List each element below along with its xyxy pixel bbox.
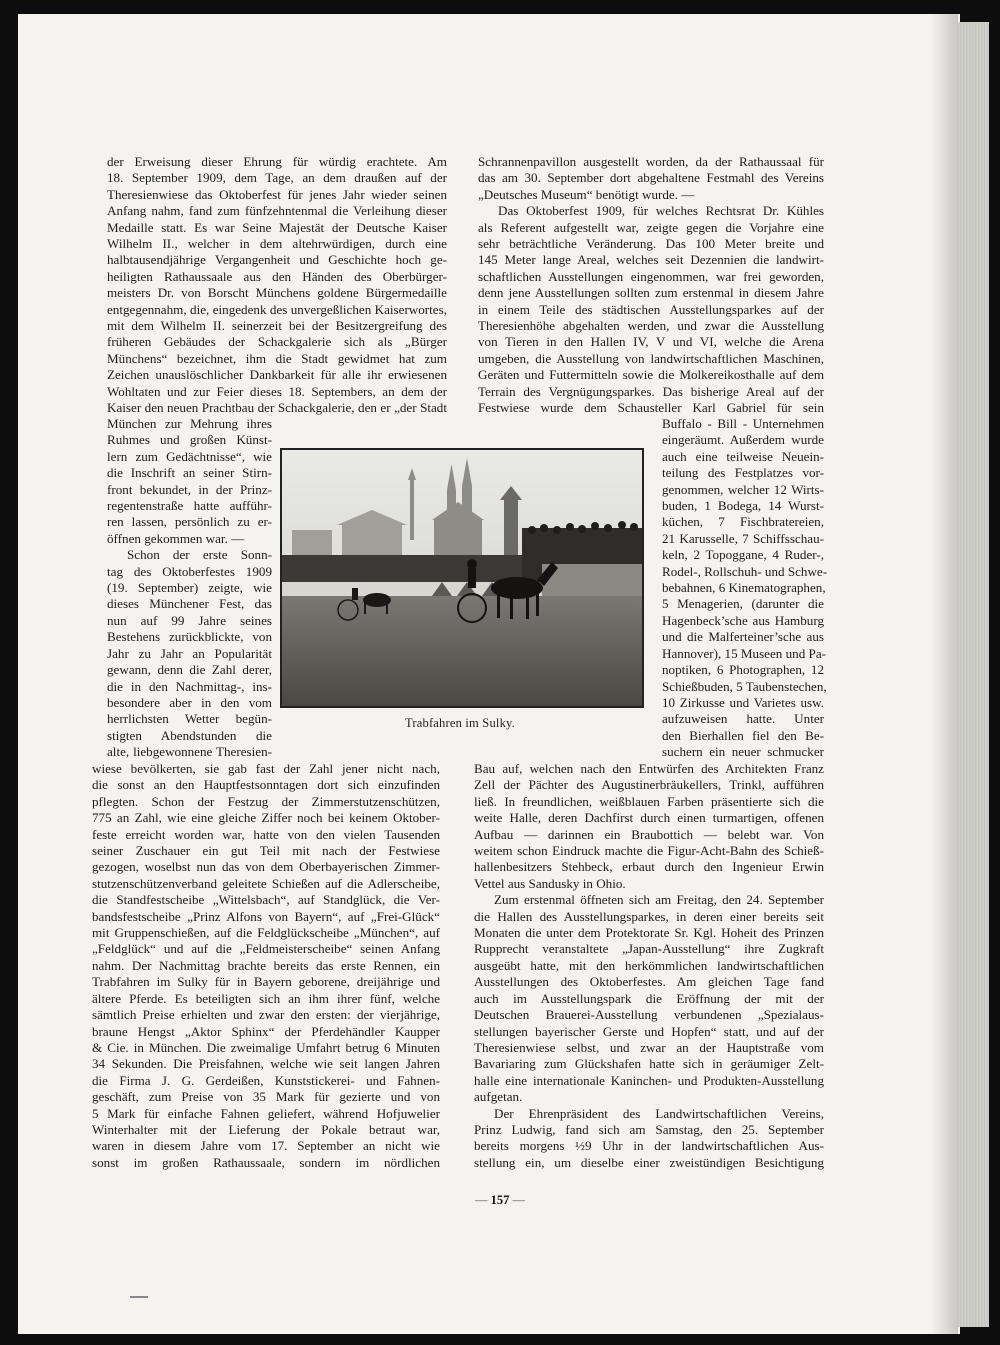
text-line: Rodel-, Rollschuh- und Schwe-	[662, 563, 828, 579]
text-line: die Inschrift an seiner Stirn-	[107, 465, 272, 481]
text-line: Hannover), 15 Museen und Pa-	[662, 645, 826, 661]
text-line: die in den Nachmittag-, ins-	[107, 678, 272, 694]
text-line: die Hallen des Ausstellungsparkes, in deren einer bereits seit	[474, 908, 824, 924]
text-line: stigten Abendstunden die	[107, 727, 272, 743]
text-line: Monaten die unter dem Protektorate Sr. Kgl. Hoheit des Prinzen	[474, 925, 824, 941]
right-column-narrow	[662, 416, 828, 761]
text-line: Zell der Pächter des Augustinerbräukellers, Trinkl, aufführen	[474, 777, 824, 793]
text-line: wiese bevölkerten, sie gab fast der Zahl jener nicht nach,	[92, 761, 440, 776]
right-column-top	[478, 154, 824, 417]
text-line: öffnen gekommen war. —	[107, 530, 245, 546]
text-line: keln, 2 Topoggane, 4 Ruder-,	[662, 547, 824, 563]
right-column-bottom	[474, 761, 824, 1171]
text-line: buden, 1 Bodega, 14 Wurst-	[662, 498, 824, 514]
text-line: das am 30. September dort abgehaltene Festmahl des Vereins	[478, 170, 824, 186]
text-line: den Bierhallen fiel den Be-	[662, 727, 824, 743]
text-line: 21 Karusselle, 7 Schiffsschau-	[662, 530, 824, 546]
text-line: braune Hengst „Aktor Sphinx“ der Pferdehändler Kaupper	[92, 1023, 440, 1039]
text-line: gewann, denn die Zahl derer,	[107, 662, 272, 678]
text-line: Prinz Ludwig, fand sich am Samstag, den 25. September	[474, 1121, 824, 1137]
text-line: Vettel aus Sandusky in Ohio.	[474, 875, 626, 891]
text-line: herrlichsten Wetter begün-	[107, 711, 272, 727]
text-line: Winterhalter mit der Lieferung der Pokale betraut war,	[92, 1121, 440, 1137]
text-line: suchern ein neuer schmucker	[662, 744, 824, 760]
text-line: 18. September 1909, dem Tage, an dem draußen auf der	[107, 170, 447, 186]
text-line: in einem Teile des städtischen Ausstellungsparkes auf der	[478, 301, 824, 317]
text-line: hallenbesitzers Stehbeck, erbaut durch den Ingenieur Erwin	[474, 859, 824, 875]
text-line: weitem schon Eindruck machte die Figur-Acht-Bahn des Schieß-	[474, 843, 824, 859]
text-line: halle eine internationale Kaninchen- und Produkten-Ausstellung	[474, 1072, 824, 1088]
text-line: auch eine teilweise Neuein-	[662, 448, 824, 464]
text-line: „Deutsches Museum“ benötigt wurde. —	[478, 186, 695, 202]
text-line: Kaiser den neuen Prachtbau der Schackgalerie, den er „der Stadt	[107, 400, 447, 416]
text-line: front bekundet, in der Prinz-	[107, 481, 272, 497]
text-line: Das Oktoberfest 1909, für welches Rechtsrat Dr. Kühles	[498, 203, 824, 219]
text-line: 34 Sekunden. Die Preisfahnen, welche wie seit langen Jahren	[92, 1056, 440, 1072]
text-line: weite Halle, deren Dachfirst durch einen turmartigen, offenen	[474, 810, 824, 826]
text-line: ren lassen, persönlich zu er-	[107, 514, 272, 530]
text-line: die Firma J. G. Gerdeißen, Kunststickerei- und Fahnen-	[92, 1072, 440, 1088]
text-line: 5 Menagerien, (darunter die	[662, 596, 824, 612]
text-line: Schießbuden, 5 Taubenstechen,	[662, 678, 827, 694]
text-line: sonst im großen Rathaussaale, sondern im nördlichen	[92, 1154, 440, 1170]
text-line: Festwiese wurde dem Schausteller Karl Gabriel für sein	[478, 400, 824, 416]
text-line: alte, liebgewonnene Theresien-	[107, 744, 272, 760]
text-line: umgeben, die Ausstellung von landwirtschaftlichen Maschinen,	[478, 350, 824, 366]
text-line: schaftlichen Ausstellungen eingenommen, war frei geworden,	[478, 268, 824, 284]
text-line: der Erweisung dieser Ehrung für würdig erachtete. Am	[107, 154, 447, 169]
text-line: regentenstraße hatte aufführ-	[107, 498, 272, 514]
text-line: Geräten und Futtermitteln sowie die Molkereikosthalle auf dem	[478, 367, 824, 383]
photograph-trotting-race	[280, 448, 644, 708]
page-number-value: 157	[490, 1193, 510, 1207]
text-line: Terrain des Vergnügungsparkes. Das bisherige Areal auf der	[478, 383, 824, 399]
page-number: — 157 —	[475, 1193, 525, 1207]
text-line: stellung ein, um dieselbe einer zweistündigen Besichtigung	[474, 1154, 824, 1170]
text-line: Jahr zu Jahr an Popularität	[107, 645, 272, 661]
text-line: Theresienhöhe abgehalten werden, und zwar die Ausstellung	[478, 318, 824, 334]
text-line: lern zum Gedächtnisse“, wie	[107, 448, 272, 464]
text-line: auch im Ausstellungspark die Eröffnung der mit der	[474, 990, 824, 1006]
text-line: Deutschen Brauerei-Ausstellung verbundenen „Spezialaus-	[474, 1007, 824, 1023]
text-line: sämtlich Preise erhielten und zwar den ersten: der vierjährige,	[92, 1007, 440, 1023]
text-line: bebahnen, 6 Kinematographen,	[662, 580, 826, 596]
text-line: Hagenbeck’sche aus Hamburg	[662, 612, 824, 628]
text-line: stutzenschützenverband geleitete Schießen auf die Adlerscheibe,	[92, 875, 440, 891]
text-line: Theresienwiese das Oktoberfest für jenes Jahr wieder seinen	[107, 186, 447, 202]
page-edges	[955, 22, 989, 1327]
text-line: die Standfestscheibe „Wittelsbach“, auf Standglück, die Ver-	[92, 892, 440, 908]
text-line: (19. September) zeigte, wie	[107, 580, 272, 596]
text-line: Wilhelm II., welcher in dem altehrwürdigen, durch eine	[107, 236, 447, 252]
text-line: Zeichen unauslöschlicher Dankbarkeit für alle ihr erwiesenen	[107, 367, 447, 383]
text-line: ließ. In freundlichen, weißblauen Farben präsentierte sich die	[474, 793, 824, 809]
text-line: noptiken, 6 Photographen, 12	[662, 662, 824, 678]
text-line: seiner Zuschauer ein gut Teil mit nach der Festwiese	[92, 843, 440, 859]
text-line: meisters Dr. von Borscht Münchens goldene Bürgermedaille	[107, 285, 447, 301]
text-line: Ruhmes und großen Künst-	[107, 432, 272, 448]
text-line: sehr beträchtliche Veränderung. Das 100 Meter breite und	[478, 236, 824, 252]
text-line: mit Gruppenschießen, auf die Feldglückscheibe „München“, auf	[92, 925, 440, 941]
text-line: 145 Meter lange Areal, welches seit Dezennien die landwirt-	[478, 252, 824, 268]
text-line: besondere aber in den vom	[107, 694, 272, 710]
text-line: teilung des Festplatzes vor-	[662, 465, 824, 481]
text-line: Buffalo - Bill - Unternehmen	[662, 416, 824, 431]
text-line: waren in diesem Jahre vom 17. September an nicht wie	[92, 1138, 440, 1154]
text-line: küchen, 7 Fischbratereien,	[662, 514, 824, 530]
text-line: Theresienwiese selbst, und zwar an der Hauptstraße vom	[474, 1039, 824, 1055]
margin-mark	[130, 1296, 148, 1298]
text-line: Ausstellungen des Oktoberfestes. Am gleichen Tage fand	[474, 974, 824, 990]
text-line: feste erreicht worden war, hatte von den vielen Tausenden	[92, 826, 440, 842]
text-line: „Feldglück“ und auf die „Feldmeisterscheibe“ seinen Anfang	[92, 941, 440, 957]
text-line: Wohltaten und zur Feier dieses 18. Septembers, an dem der	[107, 383, 447, 399]
left-column-bottom	[92, 761, 440, 1171]
text-line: nun auf 99 Jahre seines	[107, 612, 272, 628]
text-line: München zur Mehrung ihres	[107, 416, 272, 431]
text-line: Bau auf, welchen nach den Entwürfen des Architekten Franz	[474, 761, 824, 776]
page-gutter-shadow	[930, 14, 958, 1334]
text-line: 775 an Zahl, wie eine gleiche Ziffer noch bei keinem Oktober-	[92, 810, 440, 826]
text-line: pflegten. Schon der Festzug der Zimmerstutzenschützen,	[92, 793, 440, 809]
text-line: 5 Mark für einfache Fahnen geliefert, während Hofjuwelier	[92, 1105, 440, 1121]
trotting-race-image	[282, 450, 642, 706]
text-line: bandsfestscheibe „Prinz Alfons von Bayern“, auf „Frei-Glück“	[92, 908, 440, 924]
left-column-top	[107, 154, 447, 417]
text-line: Münchens“ bezeichnet, ihm die Stadt gewidmet hat zum	[107, 350, 447, 366]
text-line: von Tieren in den Hallen IV, V und VI, welche die Arena	[478, 334, 824, 350]
text-line: aufgetan.	[474, 1089, 523, 1105]
text-line: geschäft, zum Preise von 35 Mark für gezierte und von	[92, 1089, 440, 1105]
text-line: halbtausendjährige Vergangenheit und Geschichte hoch ge-	[107, 252, 447, 268]
text-line: die sonst an den Hauptfestsonntagen dort sich einzufinden	[92, 777, 440, 793]
text-line: Trabfahren im Sulky für in Bayern geborene, dreijährige und	[92, 974, 440, 990]
text-line: Aufbau — darinnen ein Braubottich — belebt war. Von	[474, 826, 824, 842]
text-line: Schrannenpavillon ausgestellt worden, da der Rathaussaal für	[478, 154, 824, 169]
text-line: Bestehens zurückblickte, von	[107, 629, 272, 645]
text-line: Medaille statt. Es war Seine Majestät der Deutsche Kaiser	[107, 219, 447, 235]
text-line: Schon der erste Sonn-	[127, 547, 272, 563]
text-line: bereits morgens ½9 Uhr in der landwirtschaftlichen Aus-	[474, 1138, 824, 1154]
text-line: mit dem Wilhelm II. seinerzeit bei der Besitzergreifung des	[107, 318, 447, 334]
text-line: als Referent aufgestellt war, zeigte gegen die Vorjahre eine	[478, 219, 824, 235]
left-column-narrow	[107, 416, 272, 761]
text-line: Zum erstenmal öffneten sich am Freitag, den 24. September	[494, 892, 824, 908]
text-line: stellungen bayerischer Gerste und Hopfen“ statt, und auf der	[474, 1023, 824, 1039]
text-line: & Cie. in München. Die zweimalige Umfahrt betrug 6 Minuten	[92, 1039, 440, 1055]
text-line: tag des Oktoberfestes 1909	[107, 563, 272, 579]
text-line: ausgeübt hatte, mit den herkömmlichen landwirtschaftlichen	[474, 957, 824, 973]
text-line: eingeräumt. Außerdem wurde	[662, 432, 824, 448]
text-line: heiligten Rathaussaale aus den Händen des Oberbürger-	[107, 268, 447, 284]
text-line: früheren Gebäudes der Schackgalerie sich als „Bürger	[107, 334, 447, 350]
text-line: Rupprecht veranstaltete „Japan-Ausstellung“ ihre Zugkraft	[474, 941, 824, 957]
text-line: gezogen, woselbst nun das von dem Oberbayerischen Zimmer-	[92, 859, 440, 875]
text-line: dieses Münchener Fest, das	[107, 596, 272, 612]
text-line: nahm. Der Nachmittag brachte bereits das erste Rennen, ein	[92, 957, 440, 973]
text-line: und die Malferteiner’sche aus	[662, 629, 824, 645]
text-line: Bavariaring zum Glückshafen hatte sich in geräumiger Zelt-	[474, 1056, 824, 1072]
text-line: Anfang nahm, fand zum fünfzehntenmal die Verleihung dieser	[107, 203, 447, 219]
text-line: entgegennahm, die, eingedenk des unvergeßlichen Kaiserwortes,	[107, 301, 447, 317]
text-line: Der Ehrenpräsident des Landwirtschaftlichen Vereins,	[494, 1105, 824, 1121]
text-line: ältere Pferde. Es beteiligten sich an ihm ihrer fünf, welche	[92, 990, 440, 1006]
text-line: aufzuweisen hatte. Unter	[662, 711, 824, 727]
text-line: genommen, welcher 12 Wirts-	[662, 481, 824, 497]
photo-caption: Trabfahren im Sulky.	[404, 716, 515, 730]
text-line: 10 Zirkusse und Varietes usw.	[662, 694, 824, 710]
text-line: denn jene Ausstellungen sollten zum erstenmal in diesem Jahre	[478, 285, 824, 301]
